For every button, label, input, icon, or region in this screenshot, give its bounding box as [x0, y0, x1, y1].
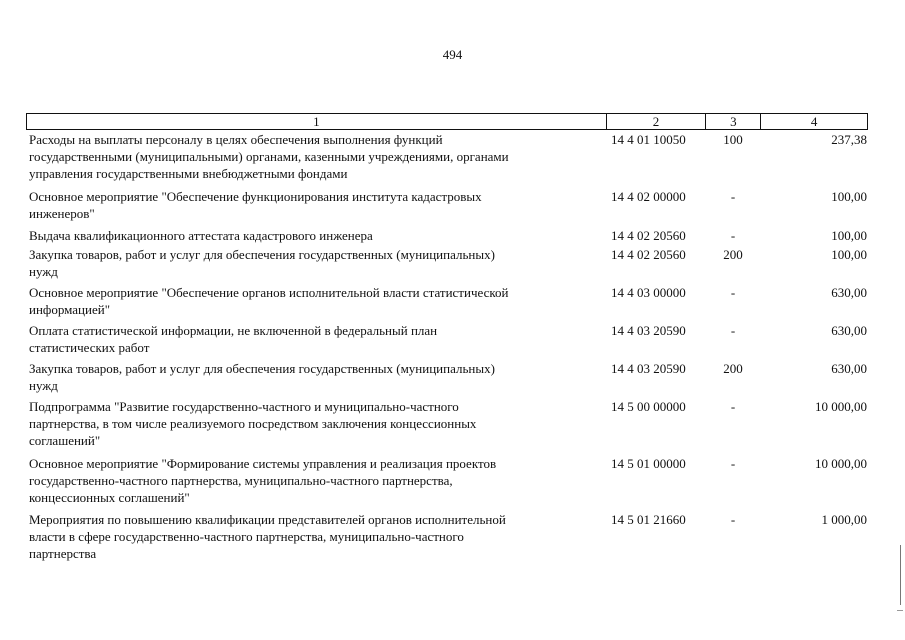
row-expense-type: 200: [723, 361, 743, 376]
table-row: [29, 284, 869, 322]
row-description: Подпрограмма "Развитие государственно-частного и муниципально-частного партнерства, в том числе реализуемого посредством заключения концессионных соглашений": [29, 399, 477, 448]
table-header: [26, 113, 868, 130]
header-col-2: 2: [606, 114, 706, 129]
row-expense-type: 200: [723, 247, 743, 262]
row-code: 14 5 00 00000: [611, 399, 686, 414]
row-amount: 1 000,00: [821, 512, 867, 527]
row-description: Основное мероприятие "Обеспечение органов исполнительной власти статистической информацией": [29, 285, 509, 317]
page-number: 494: [442, 47, 463, 62]
header-col-1: 1: [313, 114, 320, 129]
table-row: [29, 360, 869, 398]
table-body: [29, 131, 869, 567]
row-amount: 630,00: [831, 323, 867, 338]
table-row: [29, 511, 869, 567]
row-description: Оплата статистической информации, не включенной в федеральный план статистических работ: [29, 323, 438, 355]
row-description: Основное мероприятие "Обеспечение функционирования института кадастровых инженеров": [29, 189, 482, 221]
table-row: [29, 398, 869, 455]
row-expense-type: -: [730, 189, 736, 204]
row-description: Расходы на выплаты персоналу в целях обеспечения выполнения функций государственными (муниципальными) органами, казенными учреждениями, органами управления государственными внебюджетными фондами: [29, 132, 509, 181]
row-expense-type: -: [730, 228, 736, 243]
row-description: Основное мероприятие "Формирование системы управления и реализация проектов государственно-частного партнерства, муниципально-частного партнерства, концессионных соглашений": [29, 456, 497, 505]
row-code: 14 4 02 20560: [611, 247, 686, 262]
row-code: 14 4 01 10050: [611, 132, 686, 147]
header-col-4: 4: [760, 114, 867, 129]
row-description: Выдача квалификационного аттестата кадастрового инженера: [29, 228, 373, 243]
row-amount: 630,00: [831, 361, 867, 376]
row-expense-type: -: [730, 323, 736, 338]
table-row: [29, 322, 869, 360]
table-row: [29, 131, 869, 188]
row-code: 14 5 01 00000: [611, 456, 686, 471]
row-expense-type: -: [730, 285, 736, 300]
table-row: [29, 188, 869, 227]
row-code: 14 4 03 20590: [611, 361, 686, 376]
row-description: Мероприятия по повышению квалификации представителей органов исполнительной власти в сфере государственно-частного партнерства, муниципально-частного партнерства: [29, 512, 506, 561]
row-code: 14 4 03 00000: [611, 285, 686, 300]
row-code: 14 5 01 21660: [611, 512, 686, 527]
row-expense-type: 100: [723, 132, 743, 147]
row-amount: 100,00: [831, 189, 867, 204]
row-expense-type: -: [730, 512, 736, 527]
scan-artifact-line: [900, 545, 901, 605]
row-code: 14 4 02 20560: [611, 228, 686, 243]
row-amount: 100,00: [831, 228, 867, 243]
row-expense-type: -: [730, 399, 736, 414]
row-code: 14 4 03 20590: [611, 323, 686, 338]
row-expense-type: -: [730, 456, 736, 471]
row-amount: 237,38: [831, 132, 867, 147]
row-amount: 630,00: [831, 285, 867, 300]
table-row: [29, 227, 869, 246]
row-amount: 100,00: [831, 247, 867, 262]
row-code: 14 4 02 00000: [611, 189, 686, 204]
row-amount: 10 000,00: [815, 399, 867, 414]
scan-artifact-mark: [897, 610, 903, 611]
row-description: Закупка товаров, работ и услуг для обеспечения государственных (муниципальных) нужд: [29, 247, 495, 279]
row-description: Закупка товаров, работ и услуг для обеспечения государственных (муниципальных) нужд: [29, 361, 495, 393]
header-col-3: 3: [705, 114, 760, 129]
table-row: [29, 246, 869, 284]
table-row: [29, 455, 869, 511]
row-amount: 10 000,00: [815, 456, 867, 471]
